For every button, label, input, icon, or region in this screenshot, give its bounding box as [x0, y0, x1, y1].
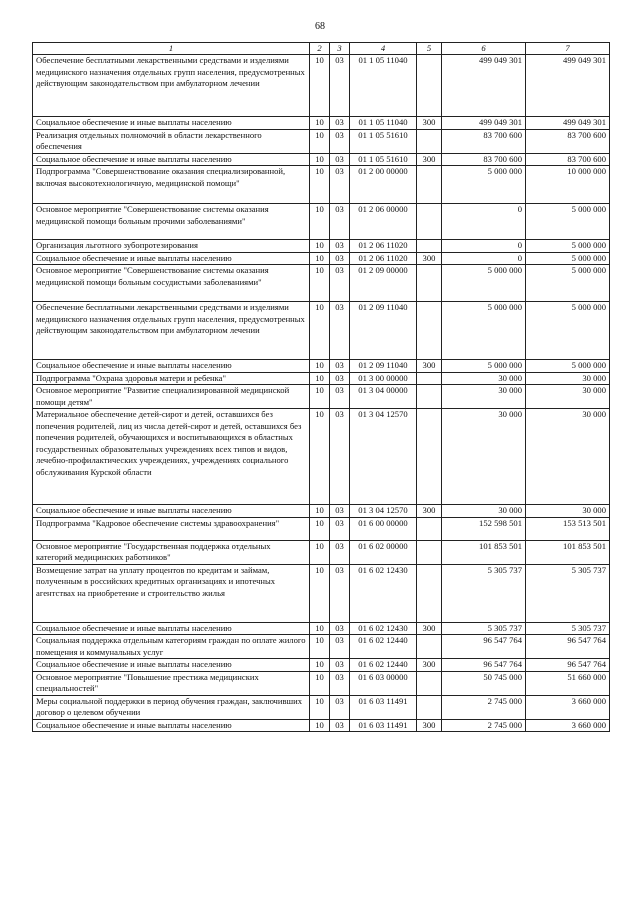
row-expense-type-cell — [417, 564, 442, 622]
row-target-article-cell: 01 6 03 00000 — [350, 671, 417, 695]
table-row — [33, 540, 610, 564]
row-amount-year1-cell: 499 049 301 — [442, 117, 526, 130]
row-name-cell: Социальное обеспечение и иные выплаты населению — [33, 117, 310, 130]
table-row — [33, 659, 610, 672]
row-name-cell: Подпрограмма "Совершенствование оказания специализированной, включая высокотехнологичную, медицинской помощи" — [33, 166, 310, 204]
row-subsection-cell: 03 — [330, 659, 350, 672]
row-amount-year2-cell: 51 660 000 — [526, 671, 610, 695]
row-amount-year2-cell: 5 305 737 — [526, 622, 610, 635]
row-target-article-cell: 01 2 06 00000 — [350, 204, 417, 240]
row-name-cell: Основное мероприятие "Государственная поддержка отдельных категорий медицинских работников" — [33, 540, 310, 564]
table-row — [33, 265, 610, 302]
row-amount-year1-cell: 96 547 764 — [442, 635, 526, 659]
row-amount-year1-cell: 499 049 301 — [442, 55, 526, 117]
table-row — [33, 153, 610, 166]
row-amount-year2-cell: 96 547 764 — [526, 659, 610, 672]
row-name-cell: Социальная поддержка отдельным категориям граждан по оплате жилого помещения и коммунальных услуг — [33, 635, 310, 659]
row-amount-year2-cell: 10 000 000 — [526, 166, 610, 204]
row-name-cell: Материальное обеспечение детей-сирот и детей, оставшихся без попечения родителей, лиц из числа детей-сирот и детей, оставшихся без попечения родителей, обучающихся и воспитывающихся в областных государственных образовательных учреждениях всех типов и видов, лечебно-профилактических учреждениях, учреждениях социального обслуживания Курской области — [33, 409, 310, 505]
row-expense-type-cell — [417, 166, 442, 204]
row-subsection-cell: 03 — [330, 129, 350, 153]
row-amount-year1-cell: 5 305 737 — [442, 622, 526, 635]
row-subsection-cell: 03 — [330, 622, 350, 635]
row-name-cell: Основное мероприятие "Совершенствование системы оказания медицинской помощи больным прочими заболеваниями" — [33, 204, 310, 240]
row-name-cell: Основное мероприятие "Повышение престижа медицинских специальностей" — [33, 671, 310, 695]
row-amount-year2-cell: 83 700 600 — [526, 129, 610, 153]
table-row — [33, 302, 610, 360]
row-section-cell: 10 — [310, 129, 330, 153]
table-row — [33, 671, 610, 695]
row-target-article-cell: 01 6 02 12430 — [350, 622, 417, 635]
row-name-cell: Подпрограмма "Кадровое обеспечение системы здравоохранения" — [33, 517, 310, 540]
row-expense-type-cell: 300 — [417, 659, 442, 672]
header-col-3: 3 — [330, 43, 350, 55]
row-amount-year1-cell: 96 547 764 — [442, 659, 526, 672]
row-target-article-cell: 01 2 09 00000 — [350, 265, 417, 302]
row-section-cell: 10 — [310, 409, 330, 505]
row-subsection-cell: 03 — [330, 265, 350, 302]
row-amount-year1-cell: 152 598 501 — [442, 517, 526, 540]
row-subsection-cell: 03 — [330, 409, 350, 505]
row-section-cell: 10 — [310, 540, 330, 564]
row-subsection-cell: 03 — [330, 695, 350, 719]
row-name-cell: Социальное обеспечение и иные выплаты населению — [33, 659, 310, 672]
row-expense-type-cell: 300 — [417, 360, 442, 373]
row-target-article-cell: 01 3 04 12570 — [350, 409, 417, 505]
row-amount-year2-cell: 30 000 — [526, 505, 610, 518]
row-expense-type-cell — [417, 409, 442, 505]
table-row — [33, 635, 610, 659]
row-target-article-cell: 01 3 00 00000 — [350, 372, 417, 385]
row-amount-year1-cell: 0 — [442, 204, 526, 240]
row-section-cell: 10 — [310, 153, 330, 166]
table-row — [33, 204, 610, 240]
row-subsection-cell: 03 — [330, 117, 350, 130]
row-amount-year1-cell: 0 — [442, 240, 526, 253]
row-expense-type-cell: 300 — [417, 153, 442, 166]
table-row — [33, 409, 610, 505]
row-target-article-cell: 01 2 00 00000 — [350, 166, 417, 204]
row-name-cell: Основное мероприятие "Совершенствование системы оказания медицинской помощи больным сосудистыми заболеваниями" — [33, 265, 310, 302]
row-expense-type-cell: 300 — [417, 719, 442, 732]
row-expense-type-cell — [417, 204, 442, 240]
row-target-article-cell: 01 2 09 11040 — [350, 360, 417, 373]
row-target-article-cell: 01 6 02 12440 — [350, 659, 417, 672]
row-subsection-cell: 03 — [330, 372, 350, 385]
row-section-cell: 10 — [310, 372, 330, 385]
header-col-1: 1 — [33, 43, 310, 55]
row-amount-year2-cell: 5 000 000 — [526, 265, 610, 302]
row-amount-year1-cell: 101 853 501 — [442, 540, 526, 564]
row-subsection-cell: 03 — [330, 166, 350, 204]
row-amount-year1-cell: 5 000 000 — [442, 360, 526, 373]
row-section-cell: 10 — [310, 302, 330, 360]
row-expense-type-cell — [417, 302, 442, 360]
row-name-cell: Обеспечение бесплатными лекарственными средствами и изделиями медицинского назначения отдельных групп населения, предусмотренных действующим законодательством при амбулаторном лечении — [33, 302, 310, 360]
row-name-cell: Подпрограмма "Охрана здоровья матери и ребенка" — [33, 372, 310, 385]
row-expense-type-cell — [417, 265, 442, 302]
row-target-article-cell: 01 3 04 12570 — [350, 505, 417, 518]
row-name-cell: Меры социальной поддержки в период обучения граждан, заключивших договор о целевом обучении — [33, 695, 310, 719]
table-row — [33, 166, 610, 204]
row-amount-year1-cell: 30 000 — [442, 409, 526, 505]
row-target-article-cell: 01 6 03 11491 — [350, 695, 417, 719]
row-amount-year2-cell: 30 000 — [526, 385, 610, 409]
row-expense-type-cell — [417, 385, 442, 409]
row-expense-type-cell — [417, 695, 442, 719]
row-amount-year1-cell: 2 745 000 — [442, 719, 526, 732]
row-target-article-cell: 01 6 02 12430 — [350, 564, 417, 622]
row-name-cell: Реализация отдельных полномочий в области лекарственного обеспечения — [33, 129, 310, 153]
row-target-article-cell: 01 6 02 00000 — [350, 540, 417, 564]
row-name-cell: Возмещение затрат на уплату процентов по кредитам и займам, полученным в российских кредитных организациях и ипотечных агентствах на приобретение и строительство жилья — [33, 564, 310, 622]
row-amount-year1-cell: 0 — [442, 252, 526, 265]
row-amount-year1-cell: 50 745 000 — [442, 671, 526, 695]
row-name-cell: Социальное обеспечение и иные выплаты населению — [33, 153, 310, 166]
row-subsection-cell: 03 — [330, 385, 350, 409]
row-expense-type-cell — [417, 372, 442, 385]
row-amount-year2-cell: 499 049 301 — [526, 55, 610, 117]
row-subsection-cell: 03 — [330, 204, 350, 240]
row-amount-year1-cell: 5 000 000 — [442, 166, 526, 204]
row-section-cell: 10 — [310, 695, 330, 719]
row-amount-year2-cell: 30 000 — [526, 372, 610, 385]
row-name-cell: Обеспечение бесплатными лекарственными средствами и изделиями медицинского назначения отдельных групп населения, предусмотренных действующим законодательством при амбулаторном лечении — [33, 55, 310, 117]
row-target-article-cell: 01 6 00 00000 — [350, 517, 417, 540]
table-row — [33, 372, 610, 385]
row-amount-year1-cell: 30 000 — [442, 385, 526, 409]
row-amount-year2-cell: 153 513 501 — [526, 517, 610, 540]
table-body — [33, 55, 610, 732]
row-subsection-cell: 03 — [330, 302, 350, 360]
row-amount-year2-cell: 3 660 000 — [526, 719, 610, 732]
row-amount-year2-cell: 5 000 000 — [526, 360, 610, 373]
header-col-4: 4 — [350, 43, 417, 55]
row-expense-type-cell — [417, 635, 442, 659]
row-subsection-cell: 03 — [330, 505, 350, 518]
table-row — [33, 129, 610, 153]
row-name-cell: Социальное обеспечение и иные выплаты населению — [33, 360, 310, 373]
header-col-6: 6 — [442, 43, 526, 55]
row-expense-type-cell — [417, 240, 442, 253]
row-name-cell: Организация льготного зубопротезирования — [33, 240, 310, 253]
header-col-2: 2 — [310, 43, 330, 55]
row-section-cell: 10 — [310, 204, 330, 240]
row-expense-type-cell — [417, 129, 442, 153]
row-target-article-cell: 01 6 02 12440 — [350, 635, 417, 659]
row-amount-year1-cell: 2 745 000 — [442, 695, 526, 719]
page-number: 68 — [315, 21, 325, 32]
row-section-cell: 10 — [310, 622, 330, 635]
row-section-cell: 10 — [310, 635, 330, 659]
row-expense-type-cell — [417, 540, 442, 564]
row-section-cell: 10 — [310, 360, 330, 373]
header-col-5: 5 — [417, 43, 442, 55]
row-amount-year1-cell: 5 000 000 — [442, 265, 526, 302]
row-amount-year2-cell: 5 000 000 — [526, 302, 610, 360]
row-name-cell: Основное мероприятие "Развитие специализированной медицинской помощи детям" — [33, 385, 310, 409]
row-expense-type-cell — [417, 671, 442, 695]
row-expense-type-cell: 300 — [417, 505, 442, 518]
row-subsection-cell: 03 — [330, 240, 350, 253]
table-row — [33, 517, 610, 540]
row-target-article-cell: 01 1 05 51610 — [350, 153, 417, 166]
budget-table — [32, 42, 610, 732]
row-amount-year1-cell: 83 700 600 — [442, 153, 526, 166]
table-row — [33, 117, 610, 130]
row-amount-year2-cell: 96 547 764 — [526, 635, 610, 659]
table-row — [33, 385, 610, 409]
row-subsection-cell: 03 — [330, 517, 350, 540]
table-row — [33, 55, 610, 117]
table-row — [33, 240, 610, 253]
row-subsection-cell: 03 — [330, 153, 350, 166]
row-name-cell: Социальное обеспечение и иные выплаты населению — [33, 505, 310, 518]
row-target-article-cell: 01 1 05 51610 — [350, 129, 417, 153]
row-section-cell: 10 — [310, 505, 330, 518]
row-target-article-cell: 01 2 06 11020 — [350, 240, 417, 253]
table-row — [33, 564, 610, 622]
table-row — [33, 360, 610, 373]
row-subsection-cell: 03 — [330, 564, 350, 622]
row-amount-year1-cell: 5 305 737 — [442, 564, 526, 622]
row-expense-type-cell — [417, 517, 442, 540]
row-name-cell: Социальное обеспечение и иные выплаты населению — [33, 622, 310, 635]
row-subsection-cell: 03 — [330, 671, 350, 695]
row-amount-year1-cell: 30 000 — [442, 505, 526, 518]
row-section-cell: 10 — [310, 671, 330, 695]
table-row — [33, 719, 610, 732]
row-target-article-cell: 01 3 04 00000 — [350, 385, 417, 409]
header-col-7: 7 — [526, 43, 610, 55]
row-amount-year1-cell: 30 000 — [442, 372, 526, 385]
row-target-article-cell: 01 2 09 11040 — [350, 302, 417, 360]
row-section-cell: 10 — [310, 517, 330, 540]
row-section-cell: 10 — [310, 252, 330, 265]
row-name-cell: Социальное обеспечение и иные выплаты населению — [33, 252, 310, 265]
row-subsection-cell: 03 — [330, 360, 350, 373]
row-subsection-cell: 03 — [330, 252, 350, 265]
row-section-cell: 10 — [310, 55, 330, 117]
row-target-article-cell: 01 1 05 11040 — [350, 117, 417, 130]
table-row — [33, 505, 610, 518]
row-section-cell: 10 — [310, 719, 330, 732]
row-amount-year1-cell: 5 000 000 — [442, 302, 526, 360]
row-name-cell: Социальное обеспечение и иные выплаты населению — [33, 719, 310, 732]
row-target-article-cell: 01 6 03 11491 — [350, 719, 417, 732]
row-subsection-cell: 03 — [330, 635, 350, 659]
row-section-cell: 10 — [310, 240, 330, 253]
row-amount-year2-cell: 30 000 — [526, 409, 610, 505]
row-expense-type-cell: 300 — [417, 117, 442, 130]
row-target-article-cell: 01 2 06 11020 — [350, 252, 417, 265]
row-section-cell: 10 — [310, 265, 330, 302]
row-amount-year2-cell: 101 853 501 — [526, 540, 610, 564]
row-subsection-cell: 03 — [330, 540, 350, 564]
row-expense-type-cell: 300 — [417, 622, 442, 635]
row-amount-year2-cell: 5 000 000 — [526, 204, 610, 240]
row-amount-year2-cell: 5 000 000 — [526, 240, 610, 253]
table-row — [33, 252, 610, 265]
table-header-row — [33, 43, 610, 55]
row-target-article-cell: 01 1 05 11040 — [350, 55, 417, 117]
table-row — [33, 622, 610, 635]
row-section-cell: 10 — [310, 166, 330, 204]
row-expense-type-cell: 300 — [417, 252, 442, 265]
row-section-cell: 10 — [310, 385, 330, 409]
row-subsection-cell: 03 — [330, 719, 350, 732]
row-section-cell: 10 — [310, 117, 330, 130]
row-section-cell: 10 — [310, 564, 330, 622]
row-amount-year1-cell: 83 700 600 — [442, 129, 526, 153]
row-amount-year2-cell: 499 049 301 — [526, 117, 610, 130]
row-expense-type-cell — [417, 55, 442, 117]
row-amount-year2-cell: 5 000 000 — [526, 252, 610, 265]
row-subsection-cell: 03 — [330, 55, 350, 117]
row-amount-year2-cell: 3 660 000 — [526, 695, 610, 719]
row-amount-year2-cell: 83 700 600 — [526, 153, 610, 166]
row-amount-year2-cell: 5 305 737 — [526, 564, 610, 622]
table-row — [33, 695, 610, 719]
row-section-cell: 10 — [310, 659, 330, 672]
